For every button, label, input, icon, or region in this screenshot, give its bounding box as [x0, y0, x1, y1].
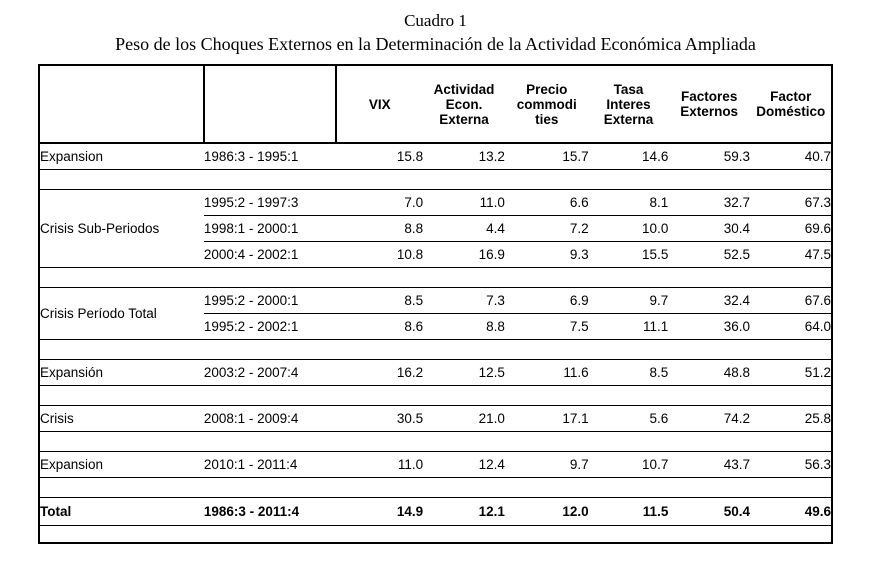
cell-precio-commodities: 9.7 — [505, 452, 589, 478]
spacer-cell — [423, 432, 505, 452]
data-table-container — [38, 64, 833, 544]
header-line-1: Factores — [681, 89, 738, 104]
row-label: Expansion — [40, 452, 204, 478]
spacer-cell — [668, 340, 750, 360]
spacer-cell — [204, 268, 336, 288]
spacer-cell — [505, 340, 589, 360]
cell-actividad-externa: 8.8 — [423, 314, 505, 340]
spacer-cell — [750, 432, 831, 452]
cell-actividad-externa: 7.3 — [423, 288, 505, 314]
spacer-cell — [589, 526, 669, 543]
spacer-cell — [750, 526, 831, 543]
table-spacer-row — [40, 526, 831, 543]
cell-tasa-interes: 11.1 — [589, 314, 669, 340]
cell-precio-commodities: 17.1 — [505, 406, 589, 432]
spacer-cell — [423, 386, 505, 406]
cell-actividad-externa: 12.5 — [423, 360, 505, 386]
spacer-cell — [750, 340, 831, 360]
spacer-cell — [204, 386, 336, 406]
cell-vix: 16.2 — [336, 360, 423, 386]
row-period: 2010:1 - 2011:4 — [204, 452, 336, 478]
cell-factor-domestico: 40.7 — [750, 143, 831, 170]
header-line-3: ties — [535, 111, 559, 127]
cell-precio-commodities: 9.3 — [505, 242, 589, 268]
cell-factores-externos: 52.5 — [668, 242, 750, 268]
spacer-cell — [668, 526, 750, 543]
table-header-row — [40, 66, 831, 143]
spacer-cell — [589, 170, 669, 190]
spacer-cell — [505, 268, 589, 288]
cell-precio-commodities: 6.6 — [505, 190, 589, 216]
spacer-cell — [204, 170, 336, 190]
spacer-cell — [336, 478, 423, 498]
page-title: Peso de los Choques Externos en la Determinación de la Actividad Económica Ampliada — [115, 34, 756, 54]
cell-factor-domestico-total: 49.6 — [750, 498, 831, 526]
cell-factor-domestico: 67.3 — [750, 190, 831, 216]
data-table — [40, 66, 831, 542]
row-period: 2000:4 - 2002:1 — [204, 242, 336, 268]
spacer-cell — [423, 268, 505, 288]
spacer-cell — [40, 478, 204, 498]
spacer-cell — [423, 340, 505, 360]
cell-vix: 8.6 — [336, 314, 423, 340]
cell-precio-commodities: 11.6 — [505, 360, 589, 386]
spacer-cell — [750, 478, 831, 498]
table-row — [40, 360, 831, 386]
table-spacer-row — [40, 268, 831, 288]
cell-actividad-externa-total: 12.1 — [423, 498, 505, 526]
spacer-cell — [668, 386, 750, 406]
cell-tasa-interes: 9.7 — [589, 288, 669, 314]
spacer-cell — [40, 526, 204, 543]
spacer-cell — [423, 478, 505, 498]
row-label: Expansión — [40, 360, 204, 386]
cell-actividad-externa: 13.2 — [423, 143, 505, 170]
cell-factores-externos: 59.3 — [668, 143, 750, 170]
cell-tasa-interes: 5.6 — [589, 406, 669, 432]
table-row — [40, 406, 831, 432]
header-cell-precio-commodities — [505, 66, 589, 143]
cell-factores-externos: 48.8 — [668, 360, 750, 386]
spacer-cell — [423, 526, 505, 543]
cell-actividad-externa: 4.4 — [423, 216, 505, 242]
header-line-2: commodi — [516, 96, 577, 112]
header-cell-factores-externos — [668, 66, 750, 143]
row-group-label-crisis-subperiodos: Crisis Sub-Periodos — [40, 190, 204, 268]
spacer-cell — [505, 432, 589, 452]
cell-precio-commodities: 7.5 — [505, 314, 589, 340]
spacer-cell — [336, 386, 423, 406]
spacer-cell — [336, 526, 423, 543]
header-line-1: Tasa — [613, 81, 644, 97]
spacer-cell — [668, 268, 750, 288]
cell-tasa-interes: 10.0 — [589, 216, 669, 242]
cell-factor-domestico: 25.8 — [750, 406, 831, 432]
spacer-cell — [505, 478, 589, 498]
cell-factor-domestico: 51.2 — [750, 360, 831, 386]
spacer-cell — [40, 170, 204, 190]
spacer-cell — [40, 386, 204, 406]
header-cell-tasa-interes-externa — [589, 66, 669, 143]
header-line-2: Externos — [680, 104, 739, 119]
table-total-row — [40, 498, 831, 526]
table-row — [40, 288, 831, 314]
row-label-total: Total — [40, 498, 204, 526]
cell-factor-domestico: 67.6 — [750, 288, 831, 314]
row-group-label-crisis-periodo-total: Crisis Período Total — [40, 288, 204, 340]
row-period: 1995:2 - 2002:1 — [204, 314, 336, 340]
row-period: 1998:1 - 2000:1 — [204, 216, 336, 242]
cell-tasa-interes-total: 11.5 — [589, 498, 669, 526]
cell-factores-externos: 32.7 — [668, 190, 750, 216]
spacer-cell — [750, 170, 831, 190]
row-period: 2003:2 - 2007:4 — [204, 360, 336, 386]
spacer-cell — [40, 432, 204, 452]
cell-factor-domestico: 56.3 — [750, 452, 831, 478]
spacer-cell — [204, 526, 336, 543]
table-spacer-row — [40, 386, 831, 406]
spacer-cell — [336, 268, 423, 288]
table-row — [40, 190, 831, 216]
row-period: 1995:2 - 2000:1 — [204, 288, 336, 314]
cell-precio-commodities-total: 12.0 — [505, 498, 589, 526]
cell-tasa-interes: 15.5 — [589, 242, 669, 268]
header-cell-actividad-externa — [423, 66, 505, 143]
table-spacer-row — [40, 340, 831, 360]
cell-factor-domestico: 69.6 — [750, 216, 831, 242]
header-cell-group — [40, 66, 204, 143]
cell-factores-externos: 36.0 — [668, 314, 750, 340]
cell-factores-externos: 74.2 — [668, 406, 750, 432]
cell-factor-domestico: 64.0 — [750, 314, 831, 340]
cell-precio-commodities: 15.7 — [505, 143, 589, 170]
spacer-cell — [336, 432, 423, 452]
cell-factor-domestico: 47.5 — [750, 242, 831, 268]
header-line-1: Factor — [770, 89, 812, 104]
cell-vix: 8.8 — [336, 216, 423, 242]
spacer-cell — [336, 340, 423, 360]
spacer-cell — [40, 340, 204, 360]
cell-actividad-externa: 12.4 — [423, 452, 505, 478]
cell-vix-total: 14.9 — [336, 498, 423, 526]
spacer-cell — [589, 432, 669, 452]
header-line-2: Doméstico — [756, 104, 826, 119]
cell-vix: 8.5 — [336, 288, 423, 314]
spacer-cell — [204, 432, 336, 452]
header-line-2: Interes — [606, 96, 651, 112]
row-label: Expansion — [40, 143, 204, 170]
cell-tasa-interes: 14.6 — [589, 143, 669, 170]
row-label: Crisis — [40, 406, 204, 432]
spacer-cell — [589, 478, 669, 498]
spacer-cell — [336, 170, 423, 190]
row-period: 1986:3 - 1995:1 — [204, 143, 336, 170]
cell-factores-externos-total: 50.4 — [668, 498, 750, 526]
spacer-cell — [589, 386, 669, 406]
spacer-cell — [423, 170, 505, 190]
spacer-cell — [505, 386, 589, 406]
cell-vix: 11.0 — [336, 452, 423, 478]
spacer-cell — [668, 432, 750, 452]
table-number: Cuadro 1 — [404, 11, 467, 30]
spacer-cell — [668, 478, 750, 498]
row-period: 1995:2 - 1997:3 — [204, 190, 336, 216]
header-cell-vix: VIX — [336, 66, 423, 143]
row-period: 2008:1 - 2009:4 — [204, 406, 336, 432]
spacer-cell — [204, 478, 336, 498]
cell-tasa-interes: 10.7 — [589, 452, 669, 478]
header-line-1: Precio — [526, 81, 568, 97]
cell-vix: 10.8 — [336, 242, 423, 268]
spacer-cell — [750, 386, 831, 406]
table-spacer-row — [40, 170, 831, 190]
cell-vix: 15.8 — [336, 143, 423, 170]
cell-actividad-externa: 21.0 — [423, 406, 505, 432]
spacer-cell — [204, 340, 336, 360]
header-line-3: Externa — [439, 111, 489, 127]
cell-precio-commodities: 6.9 — [505, 288, 589, 314]
cell-factores-externos: 30.4 — [668, 216, 750, 242]
cell-tasa-interes: 8.5 — [589, 360, 669, 386]
spacer-cell — [589, 268, 669, 288]
cell-tasa-interes: 8.1 — [589, 190, 669, 216]
cell-actividad-externa: 16.9 — [423, 242, 505, 268]
title-block — [0, 0, 871, 56]
spacer-cell — [750, 268, 831, 288]
cell-actividad-externa: 11.0 — [423, 190, 505, 216]
table-spacer-row — [40, 432, 831, 452]
spacer-cell — [668, 170, 750, 190]
spacer-cell — [589, 340, 669, 360]
table-row — [40, 452, 831, 478]
header-line-3: Externa — [603, 111, 654, 127]
header-cell-period — [204, 66, 336, 143]
spacer-cell — [505, 170, 589, 190]
cell-factores-externos: 43.7 — [668, 452, 750, 478]
header-line-1: Actividad — [433, 81, 495, 97]
spacer-cell — [505, 526, 589, 543]
cell-vix: 7.0 — [336, 190, 423, 216]
header-line-2: Econ. — [445, 96, 483, 112]
row-period-total: 1986:3 - 2011:4 — [204, 498, 336, 526]
table-row — [40, 143, 831, 170]
table-spacer-row — [40, 478, 831, 498]
cell-factores-externos: 32.4 — [668, 288, 750, 314]
cell-precio-commodities: 7.2 — [505, 216, 589, 242]
header-cell-factor-domestico — [750, 66, 831, 143]
cell-vix: 30.5 — [336, 406, 423, 432]
spacer-cell — [40, 268, 204, 288]
